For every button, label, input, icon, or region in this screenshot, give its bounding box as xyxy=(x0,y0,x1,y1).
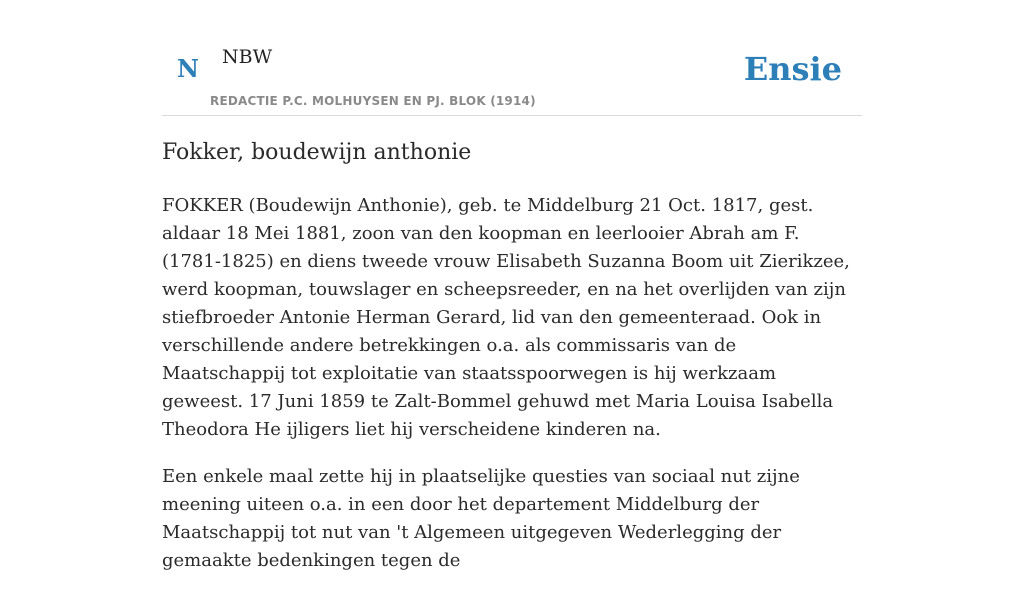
site-header xyxy=(162,0,862,116)
article-paragraph: FOKKER (Boudewijn Anthonie), geb. te Middelburg 21 Oct. 1817, gest. aldaar 18 Mei 1881, zoon van den koopman en leerlooier Abrah am F. (1781-1825) en diens tweede vrouw Elisabeth Suzanna Boom uit Zierikzee, werd koopman, touwslager en scheepsreeder, en na het overlijden van zijn stiefbroeder Antonie Herman Gerard, lid van den gemeenteraad. Ook in verschillende andere betrekkingen o.a. als commissaris van de Maatschappij tot exploitatie van staatsspoorwegen is hij werkzaam geweest. 17 Juni 1859 te Zalt-Bommel gehuwd met Maria Louisa Isabella Theodora He ijligers liet hij verscheidene kinderen na. xyxy=(162,195,850,440)
article-body xyxy=(162,192,862,594)
brand-logo[interactable]: Ensie xyxy=(743,50,842,88)
content-container xyxy=(162,0,862,571)
source-logo[interactable]: N xyxy=(177,54,199,83)
article-paragraph: Een enkele maal zette hij in plaatselijke questies van sociaal nut zijne meening uiteen o.a. in een door het departement Middelburg der Maatschappij tot nut van 't Algemeen uitgegeven Wederlegging der gemaakte bedenkingen tegen de xyxy=(162,466,800,571)
source-name: NBW xyxy=(222,46,273,68)
source-editors: REDACTIE P.C. MOLHUYSEN EN PJ. BLOK (1914) xyxy=(210,94,536,108)
article-title: Fokker, boudewijn anthonie xyxy=(162,140,472,165)
